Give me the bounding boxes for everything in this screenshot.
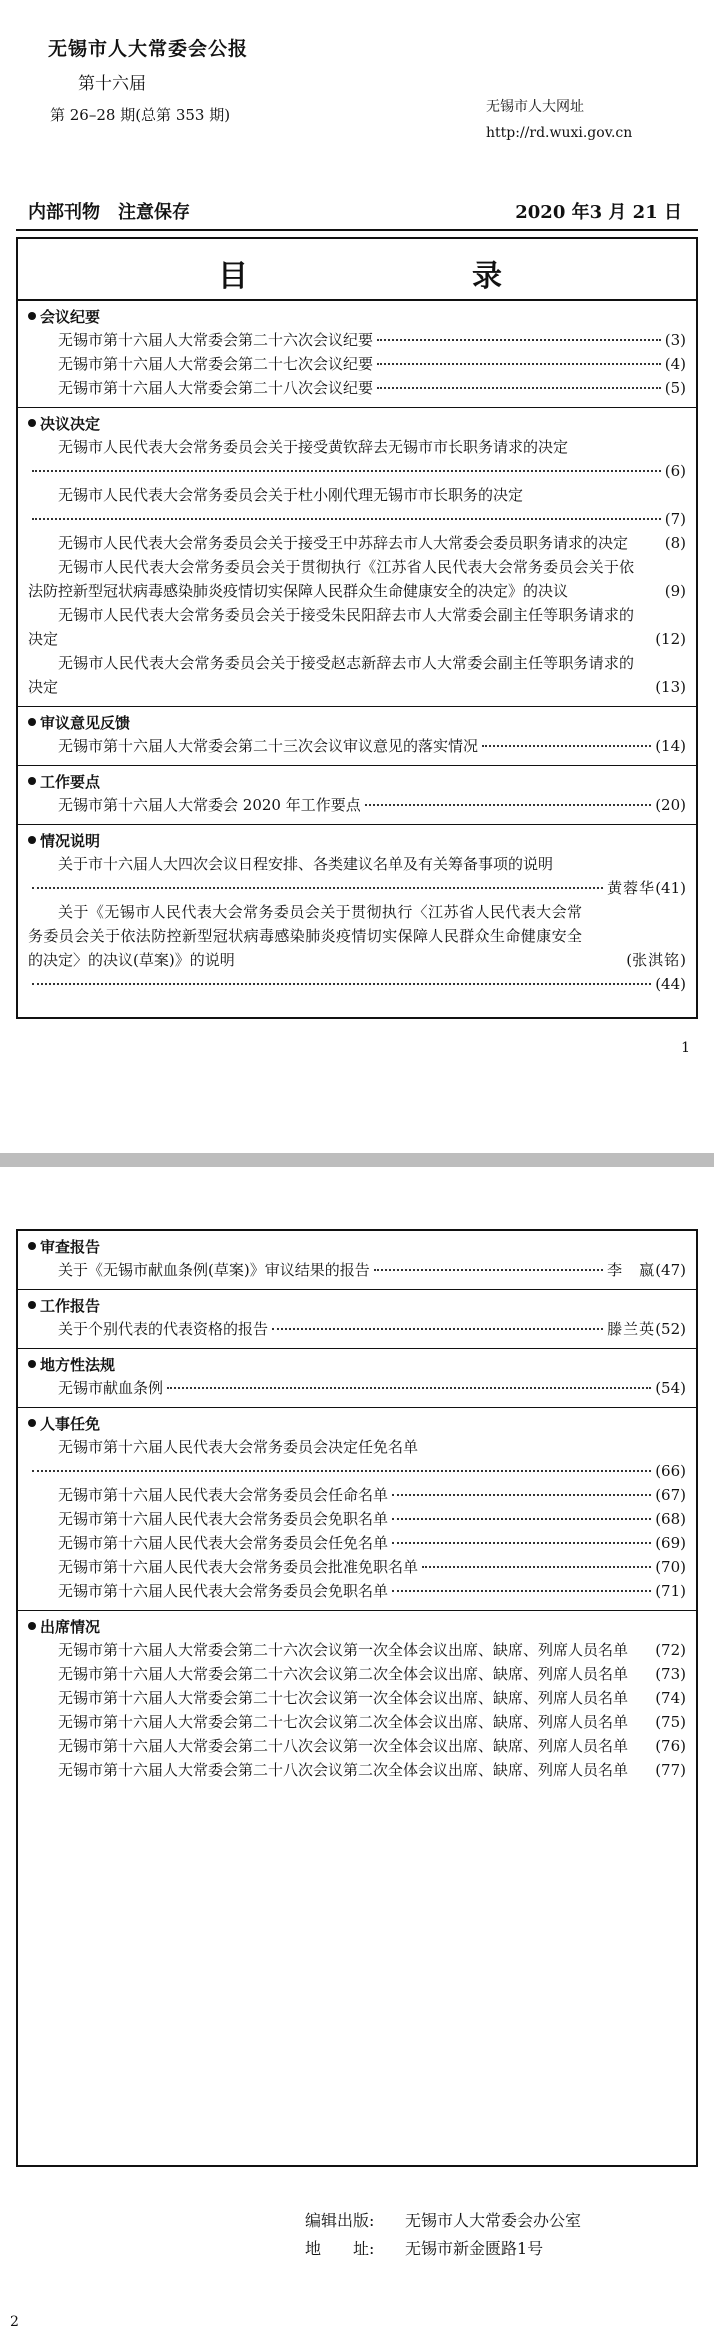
meta-row bbox=[22, 198, 692, 224]
toc-entry[interactable] bbox=[28, 376, 686, 400]
masthead bbox=[48, 34, 248, 125]
bullet-icon bbox=[28, 777, 36, 785]
toc-entry[interactable] bbox=[28, 1579, 686, 1603]
entry-page: ( 72 ) bbox=[625, 1638, 686, 1662]
entry-title: 无锡市第十六届人大常委会第二十七次会议第二次全体会议出席、缺席、列席人员名单 bbox=[58, 1713, 629, 1731]
entry-title: 无锡市第十六届人大常委会第二十七次会议第一次全体会议出席、缺席、列席人员名单 bbox=[58, 1689, 629, 1707]
entry-title: 无锡市第十六届人大常委会第二十三次会议审议意见的落实情况 bbox=[58, 737, 479, 755]
journal-title: 无锡市人大常委会公报 bbox=[48, 38, 249, 60]
toc-entry[interactable] bbox=[28, 555, 686, 603]
entry-page: ( 76 ) bbox=[625, 1734, 686, 1758]
toc-heading bbox=[18, 239, 696, 301]
section-title: 情况说明 bbox=[40, 832, 101, 850]
internal-note: 内部刊物 注意保存 bbox=[28, 202, 190, 223]
entry-title: 无锡市第十六届人大常委会第二十八次会议第一次全体会议出席、缺席、列席人员名单 bbox=[58, 1737, 629, 1755]
leader-dots bbox=[272, 1328, 603, 1330]
entry-page: ( 13 ) bbox=[625, 675, 686, 699]
bullet-icon bbox=[28, 718, 36, 726]
section-title: 决议决定 bbox=[40, 415, 101, 433]
entry-page: ( 44 ) bbox=[655, 972, 686, 996]
toc-section-explanations bbox=[18, 825, 696, 1003]
entry-author: 李 嬴 bbox=[607, 1261, 656, 1279]
entry-title: 无锡市献血条例 bbox=[58, 1379, 164, 1397]
toc-section-resolutions bbox=[18, 408, 696, 707]
entry-page: ( 68 ) bbox=[655, 1507, 686, 1531]
entry-author: 黄蓉华 bbox=[607, 879, 656, 897]
toc-entry[interactable] bbox=[28, 352, 686, 376]
toc-entry[interactable] bbox=[28, 1555, 686, 1579]
entry-title: 关于个别代表的代表资格的报告 bbox=[58, 1320, 269, 1338]
page-number: 1 bbox=[681, 1040, 690, 1056]
entry-title: 无锡市第十六届人大常委会第二十七次会议纪要 bbox=[58, 355, 374, 373]
toc-entry[interactable] bbox=[28, 1376, 686, 1400]
toc-entry[interactable] bbox=[28, 734, 686, 758]
entry-page: ( 74 ) bbox=[625, 1686, 686, 1710]
leader-dots bbox=[392, 1542, 651, 1544]
leader-dots bbox=[377, 363, 661, 365]
toc-section-attendance bbox=[18, 1611, 696, 1789]
toc-entry[interactable] bbox=[28, 1710, 686, 1734]
toc-page-1 bbox=[0, 0, 714, 1153]
leader-dots bbox=[167, 1387, 651, 1389]
leader-dots bbox=[365, 804, 651, 806]
colophon bbox=[305, 2207, 581, 2263]
toc-section-work-points bbox=[18, 766, 696, 825]
toc-section-feedback bbox=[18, 707, 696, 766]
toc-section-work-report bbox=[18, 1290, 696, 1349]
entry-title: 无锡市第十六届人民代表大会常务委员会免职名单 bbox=[58, 1510, 389, 1528]
bullet-icon bbox=[28, 1242, 36, 1250]
leader-dots bbox=[374, 1269, 603, 1271]
entry-author: 张淇铭 bbox=[632, 951, 681, 969]
toc-section-review-report bbox=[18, 1231, 696, 1290]
entry-title: 无锡市第十六届人大常委会 2020 年工作要点 bbox=[58, 796, 361, 814]
table-of-contents-continued bbox=[16, 1229, 698, 2167]
entry-page: ( 69 ) bbox=[655, 1531, 686, 1555]
page-separator bbox=[0, 1153, 714, 1167]
entry-page: ( 70 ) bbox=[655, 1555, 686, 1579]
toc-entry[interactable] bbox=[28, 1507, 686, 1531]
entry-title: 无锡市第十六届人大常委会第二十八次会议第二次全体会议出席、缺席、列席人员名单 bbox=[58, 1761, 629, 1779]
toc-entry[interactable] bbox=[28, 1435, 686, 1483]
toc-entry[interactable] bbox=[28, 1686, 686, 1710]
entry-page: ( 7 ) bbox=[665, 507, 686, 531]
colophon-publisher bbox=[305, 2207, 581, 2235]
issue-date: 2020 年3 月 21 日 bbox=[515, 202, 682, 223]
entry-title: 无锡市第十六届人大常委会第二十六次会议第二次全体会议出席、缺席、列席人员名单 bbox=[58, 1665, 629, 1683]
toc-entry[interactable] bbox=[28, 1734, 686, 1758]
toc-entry-page-line bbox=[28, 972, 686, 996]
bullet-icon bbox=[28, 836, 36, 844]
website-label: 无锡市人大网址 bbox=[486, 99, 584, 115]
leader-dots bbox=[377, 387, 661, 389]
section-title: 工作要点 bbox=[40, 773, 101, 791]
bullet-icon bbox=[28, 1360, 36, 1368]
toc-page-2 bbox=[0, 1167, 714, 2331]
entry-page: ( 73 ) bbox=[625, 1662, 686, 1686]
table-of-contents bbox=[16, 237, 698, 1019]
entry-page: ( 47 ) bbox=[655, 1258, 686, 1282]
toc-entry[interactable] bbox=[28, 1258, 686, 1282]
bullet-icon bbox=[28, 1301, 36, 1309]
entry-page: ( 77 ) bbox=[625, 1758, 686, 1782]
entry-title: 无锡市第十六届人民代表大会常务委员会决定任免名单 bbox=[58, 1438, 419, 1456]
address-label: 地 址: bbox=[305, 2239, 375, 2258]
toc-entry[interactable] bbox=[28, 651, 686, 699]
entry-title: 无锡市人民代表大会常务委员会关于接受朱民阳辞去市人大常委会副主任等职务请求的决定 bbox=[28, 606, 634, 648]
section-title: 地方性法规 bbox=[40, 1356, 116, 1374]
session-label: 第十六届 bbox=[78, 74, 146, 94]
issue-number: 第 26–28 期(总第 353 期) bbox=[50, 106, 231, 124]
section-title: 审议意见反馈 bbox=[40, 714, 131, 732]
entry-page: ( 67 ) bbox=[655, 1483, 686, 1507]
publisher-label: 编辑出版: bbox=[305, 2211, 375, 2230]
toc-heading-right: 录 bbox=[472, 259, 502, 294]
entry-title: 无锡市第十六届人大常委会第二十六次会议第一次全体会议出席、缺席、列席人员名单 bbox=[58, 1641, 629, 1659]
entry-page: ( 4 ) bbox=[665, 352, 686, 376]
entry-title: 无锡市人民代表大会常务委员会关于贯彻执行《江苏省人民代表大会常务委员会关于依法防控新型冠状病毒感染肺炎疫情切实保障人民群众生命健康安全的决定》的决议 bbox=[28, 558, 634, 600]
toc-entry[interactable] bbox=[28, 483, 686, 531]
leader-dots bbox=[392, 1494, 651, 1496]
colophon-address bbox=[305, 2235, 581, 2263]
entry-page: ( 9 ) bbox=[635, 579, 686, 603]
entry-page: ( 5 ) bbox=[665, 376, 686, 400]
toc-heading-left: 目 bbox=[218, 259, 248, 294]
leader-dots bbox=[377, 339, 661, 341]
section-title: 工作报告 bbox=[40, 1297, 101, 1315]
entry-title: 关于《无锡市献血条例(草案)》审议结果的报告 bbox=[58, 1261, 370, 1279]
leader-dots bbox=[482, 745, 651, 747]
entry-title: 无锡市第十六届人民代表大会常务委员会免职名单 bbox=[58, 1582, 389, 1600]
entry-title: 无锡市人民代表大会常务委员会关于杜小刚代理无锡市市长职务的决定 bbox=[58, 486, 524, 504]
toc-entry[interactable] bbox=[28, 603, 686, 651]
bullet-icon bbox=[28, 419, 36, 427]
leader-dots bbox=[32, 470, 661, 472]
entry-title: 无锡市第十六届人民代表大会常务委员会任命名单 bbox=[58, 1486, 389, 1504]
entry-title: 关于《无锡市人民代表大会常务委员会关于贯彻执行〈江苏省人民代表大会常务委员会关于依法防控新型冠状病毒感染肺炎疫情切实保障人民群众生命健康安全的决定〉的决议(草案)》的说明 bbox=[28, 903, 582, 969]
entry-page: ( 8 ) bbox=[635, 531, 686, 555]
entry-author: 滕兰英 bbox=[607, 1320, 656, 1338]
toc-entry[interactable] bbox=[28, 852, 686, 900]
toc-entry[interactable] bbox=[28, 1758, 686, 1782]
toc-entry[interactable] bbox=[28, 1662, 686, 1686]
entry-title: 关于市十六届人大四次会议日程安排、各类建议名单及有关筹备事项的说明 bbox=[58, 855, 554, 873]
section-title: 审查报告 bbox=[40, 1238, 101, 1256]
entry-page: ( 20 ) bbox=[655, 793, 686, 817]
toc-entry[interactable] bbox=[28, 793, 686, 817]
toc-entry[interactable] bbox=[28, 435, 686, 483]
entry-page: ( 54 ) bbox=[655, 1376, 686, 1400]
toc-entry[interactable] bbox=[28, 1317, 686, 1341]
leader-dots bbox=[32, 1470, 651, 1472]
address-value: 无锡市新金匮路1号 bbox=[405, 2239, 544, 2258]
bullet-icon bbox=[28, 1419, 36, 1427]
leader-dots bbox=[32, 887, 603, 889]
toc-entry[interactable] bbox=[28, 1483, 686, 1507]
entry-page: ( 6 ) bbox=[665, 459, 686, 483]
entry-page: ( 3 ) bbox=[665, 328, 686, 352]
leader-dots bbox=[392, 1518, 651, 1520]
page-number: 2 bbox=[10, 2314, 19, 2330]
toc-entry[interactable] bbox=[28, 900, 686, 972]
toc-entry[interactable] bbox=[28, 1531, 686, 1555]
toc-section-meeting-minutes bbox=[18, 301, 696, 408]
entry-page: ( 66 ) bbox=[655, 1459, 686, 1483]
toc-entry[interactable] bbox=[28, 531, 686, 555]
section-title: 人事任免 bbox=[40, 1415, 101, 1433]
leader-dots bbox=[32, 983, 651, 985]
toc-section-appointments bbox=[18, 1408, 696, 1611]
toc-section-local-regulations bbox=[18, 1349, 696, 1408]
toc-entry[interactable] bbox=[28, 328, 686, 352]
section-title: 出席情况 bbox=[40, 1618, 101, 1636]
bullet-icon bbox=[28, 1622, 36, 1630]
entry-title: 无锡市人民代表大会常务委员会关于接受黄钦辞去无锡市市长职务请求的决定 bbox=[58, 438, 569, 456]
leader-dots bbox=[422, 1566, 651, 1568]
header-rule bbox=[16, 229, 698, 231]
entry-title: 无锡市人民代表大会常务委员会关于接受赵志新辞去市人大常委会副主任等职务请求的决定 bbox=[28, 654, 634, 696]
entry-page: ( 71 ) bbox=[655, 1579, 686, 1603]
entry-page: ( 12 ) bbox=[625, 627, 686, 651]
leader-dots bbox=[32, 518, 661, 520]
entry-title: 无锡市人民代表大会常务委员会关于接受王中苏辞去市人大常委会委员职务请求的决定 bbox=[58, 534, 629, 552]
leader-dots bbox=[392, 1590, 651, 1592]
entry-page: ( 52 ) bbox=[655, 1317, 686, 1341]
entry-title: 无锡市第十六届人大常委会第二十八次会议纪要 bbox=[58, 379, 374, 397]
entry-title: 无锡市第十六届人民代表大会常务委员会批准免职名单 bbox=[58, 1558, 419, 1576]
bullet-icon bbox=[28, 312, 36, 320]
section-title: 会议纪要 bbox=[40, 308, 101, 326]
entry-page: ( 14 ) bbox=[655, 734, 686, 758]
entry-page: ( 75 ) bbox=[625, 1710, 686, 1734]
entry-title: 无锡市第十六届人大常委会第二十六次会议纪要 bbox=[58, 331, 374, 349]
website-block bbox=[486, 94, 632, 146]
entry-title: 无锡市第十六届人民代表大会常务委员会任免名单 bbox=[58, 1534, 389, 1552]
toc-entry[interactable] bbox=[28, 1638, 686, 1662]
website-url[interactable]: http://rd.wuxi.gov.cn bbox=[486, 125, 633, 141]
publisher-value: 无锡市人大常委会办公室 bbox=[405, 2211, 582, 2230]
entry-page: ( 41 ) bbox=[655, 876, 686, 900]
